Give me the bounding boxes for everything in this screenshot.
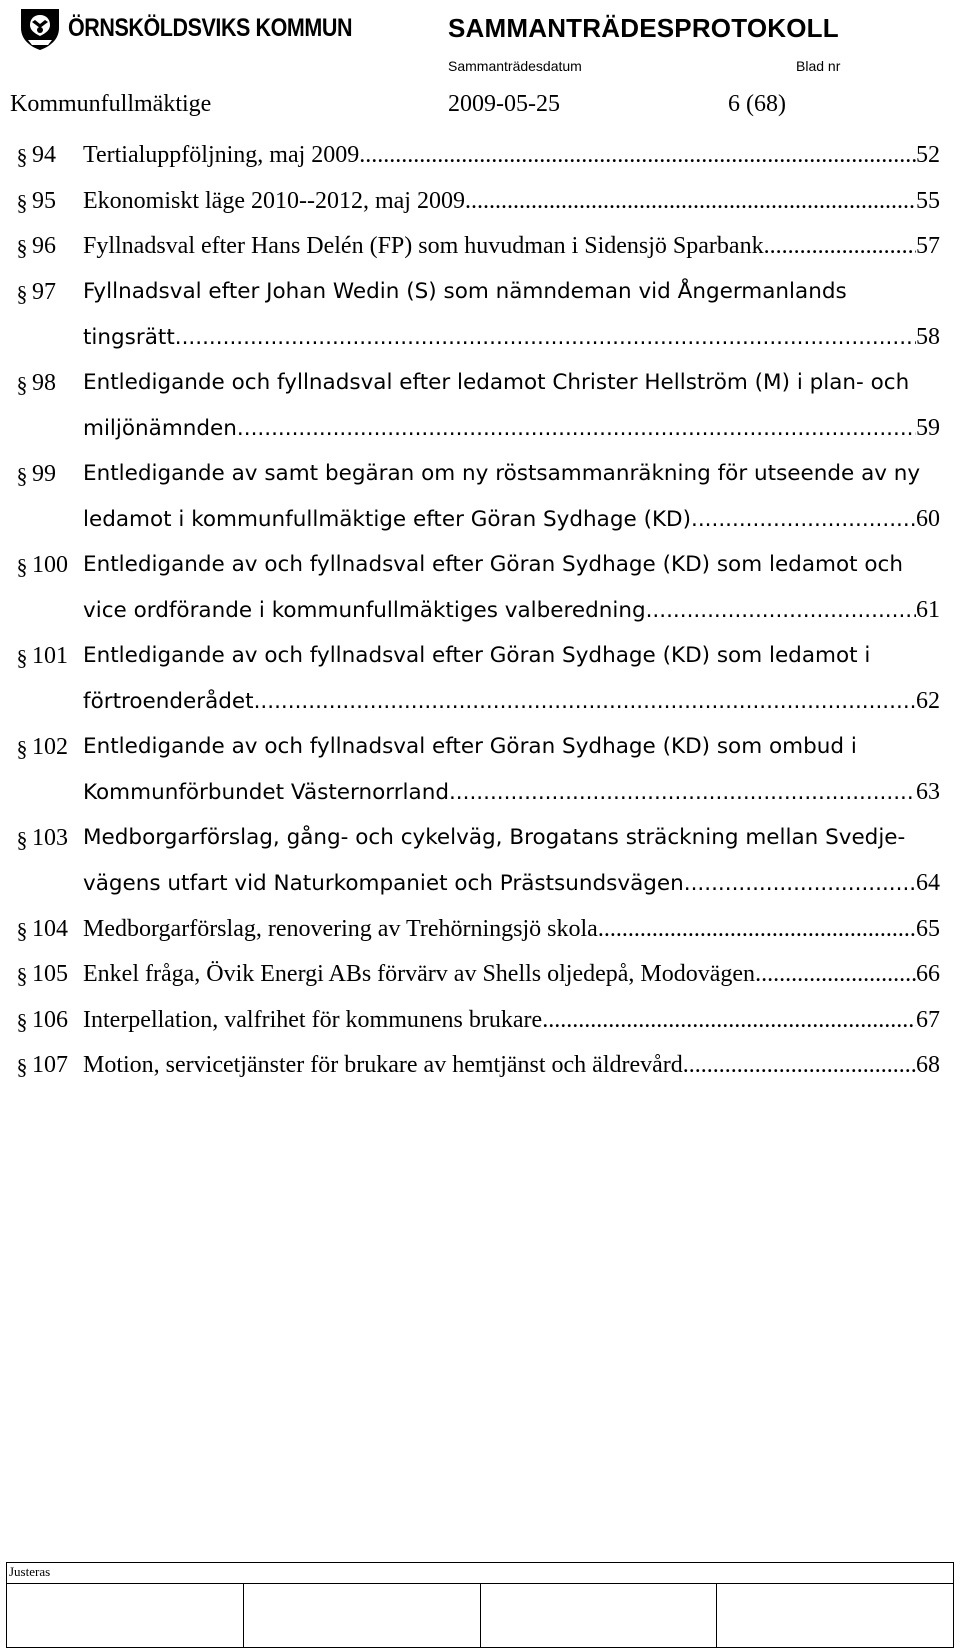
toc-entry-page: 61 bbox=[916, 597, 940, 623]
organization-name: ÖRNSKÖLDSVIKS KOMMUN bbox=[68, 14, 353, 42]
toc-entry-title: Tertialuppföljning, maj 2009 bbox=[83, 142, 360, 168]
toc-entry bbox=[0, 734, 960, 825]
toc-entry-number: 103 bbox=[32, 824, 68, 851]
toc-entry-title-line bbox=[83, 415, 940, 442]
section-symbol: § bbox=[16, 735, 28, 761]
toc-entry bbox=[0, 461, 960, 552]
meeting-date: 2009-05-25 bbox=[448, 91, 560, 117]
toc-entry bbox=[0, 188, 960, 234]
section-symbol: § bbox=[16, 553, 28, 579]
toc-entry bbox=[0, 643, 960, 734]
toc-entry-title: vägens utfart vid Naturkompaniet och Prästsundsvägen bbox=[83, 871, 684, 896]
dot-leader bbox=[254, 689, 916, 714]
toc-entry-title-line: Entledigande av och fyllnadsval efter Göran Sydhage (KD) som ledamot i bbox=[83, 642, 871, 668]
toc-entry-title-line bbox=[83, 916, 940, 943]
toc-entry-page: 58 bbox=[916, 324, 940, 350]
toc-entry-number: 98 bbox=[32, 369, 56, 396]
dot-leader bbox=[755, 961, 916, 988]
toc-entry-page: 67 bbox=[916, 1006, 940, 1033]
section-symbol: § bbox=[16, 826, 28, 852]
toc-entry-title-line bbox=[83, 961, 940, 988]
toc-entry-number: 104 bbox=[32, 915, 68, 942]
toc-entry-title: Enkel fråga, Övik Energi ABs förvärv av Shells oljedepå, Modovägen bbox=[83, 961, 756, 987]
toc-entry-title: Motion, servicetjänster för brukare av hemtjänst och äldrevård bbox=[83, 1052, 683, 1078]
toc-entry-page: 64 bbox=[916, 870, 940, 896]
signature-cell bbox=[717, 1584, 953, 1647]
toc-entry bbox=[0, 370, 960, 461]
justeras-label: Justeras bbox=[7, 1563, 953, 1584]
section-symbol: § bbox=[16, 462, 28, 488]
toc-entry bbox=[0, 825, 960, 916]
toc-entry-title: tingsrätt bbox=[83, 325, 175, 350]
toc-entry-title-line: Entledigande av och fyllnadsval efter Göran Sydhage (KD) som ledamot och bbox=[83, 551, 903, 577]
toc-entry-page: 57 bbox=[916, 233, 940, 259]
section-symbol: § bbox=[16, 235, 28, 260]
toc-entry-title-line bbox=[83, 779, 940, 806]
toc-entry-title: vice ordförande i kommunfullmäktiges valberedning bbox=[83, 598, 646, 623]
toc-entry-number: 101 bbox=[32, 642, 68, 669]
toc-entry-page: 52 bbox=[916, 142, 940, 168]
toc-entry-title-line bbox=[83, 688, 940, 715]
toc-entry-title: ledamot i kommunfullmäktige efter Göran Sydhage (KD) bbox=[83, 507, 691, 532]
toc-entry-title-line: Fyllnadsval efter Johan Wedin (S) som nämndeman vid Ångermanlands bbox=[83, 278, 847, 304]
dot-leader bbox=[449, 780, 916, 805]
toc-entry-title-line bbox=[83, 233, 940, 260]
toc-entry-page: 68 bbox=[916, 1052, 940, 1078]
page-number: 6 (68) bbox=[728, 91, 786, 117]
document-type-title: SAMMANTRÄDESPROTOKOLL bbox=[448, 13, 839, 43]
toc-entry-title-line bbox=[83, 506, 940, 533]
toc-entry bbox=[0, 1052, 960, 1098]
dot-leader bbox=[764, 233, 916, 260]
toc-entry bbox=[0, 279, 960, 370]
toc-entry-number: 97 bbox=[32, 278, 56, 305]
dot-leader bbox=[646, 598, 916, 623]
toc-entry-number: 95 bbox=[32, 187, 56, 214]
dot-leader bbox=[683, 1052, 916, 1079]
meeting-date-label: Sammanträdesdatum bbox=[448, 58, 582, 74]
toc-entry-page: 60 bbox=[916, 506, 940, 532]
toc-entry-number: 94 bbox=[32, 142, 56, 168]
signature-cell bbox=[481, 1584, 718, 1647]
toc-entry-title-line bbox=[83, 597, 940, 624]
toc-entry bbox=[0, 142, 960, 188]
toc-entry-title: Interpellation, valfrihet för kommunens brukare bbox=[83, 1006, 543, 1033]
toc-entry-title-line bbox=[83, 870, 940, 897]
toc-entry bbox=[0, 233, 960, 279]
toc-entry-title-line: Entledigande och fyllnadsval efter ledamot Christer Hellström (M) i plan- och bbox=[83, 369, 910, 395]
dot-leader bbox=[542, 1007, 916, 1034]
page-number-label: Blad nr bbox=[796, 58, 841, 74]
signature-cell bbox=[244, 1584, 481, 1647]
toc-entry-page: 55 bbox=[916, 187, 940, 214]
section-symbol: § bbox=[16, 963, 28, 988]
dot-leader bbox=[691, 507, 916, 532]
toc-entry-title-line bbox=[83, 1052, 940, 1079]
toc-entry-number: 100 bbox=[32, 551, 68, 578]
toc-entry-title-line bbox=[83, 142, 940, 169]
dot-leader bbox=[465, 188, 916, 215]
toc-entry bbox=[0, 1007, 960, 1053]
section-symbol: § bbox=[16, 644, 28, 670]
signature-cell bbox=[7, 1584, 244, 1647]
dot-leader bbox=[237, 416, 916, 441]
toc-entry-number: 96 bbox=[32, 233, 56, 259]
toc-entry-page: 59 bbox=[916, 415, 940, 441]
section-symbol: § bbox=[16, 371, 28, 397]
toc-entry-title-line: Entledigande av samt begäran om ny röstsammanräkning för utseende av ny bbox=[83, 460, 921, 486]
signature-box bbox=[6, 1562, 954, 1648]
section-symbol: § bbox=[16, 917, 28, 943]
toc-entry-number: 106 bbox=[32, 1006, 68, 1033]
dot-leader bbox=[359, 142, 916, 169]
toc-entry bbox=[0, 916, 960, 962]
coat-of-arms-icon bbox=[18, 6, 62, 52]
toc-entry-title-line: Medborgarförslag, gång- och cykelväg, Brogatans sträckning mellan Svedje- bbox=[83, 824, 906, 850]
toc-entry-page: 66 bbox=[916, 961, 940, 987]
section-symbol: § bbox=[16, 1054, 28, 1079]
toc-entry-title: Kommunförbundet Västernorrland bbox=[83, 780, 449, 805]
section-symbol: § bbox=[16, 1008, 28, 1034]
toc-entry-title-line: Entledigande av och fyllnadsval efter Göran Sydhage (KD) som ombud i bbox=[83, 733, 857, 759]
toc-entry-title: Medborgarförslag, renovering av Trehörningsjö skola bbox=[83, 915, 598, 942]
toc-entry bbox=[0, 961, 960, 1007]
signature-cells bbox=[7, 1584, 953, 1647]
dot-leader bbox=[175, 325, 916, 350]
toc-entry-number: 99 bbox=[32, 460, 56, 487]
toc-entry bbox=[0, 552, 960, 643]
toc-entry-title: Ekonomiskt läge 2010--2012, maj 2009 bbox=[83, 187, 465, 214]
dot-leader bbox=[598, 916, 916, 943]
toc-entry-title-line bbox=[83, 324, 940, 351]
section-symbol: § bbox=[16, 144, 28, 169]
toc-entry-number: 107 bbox=[32, 1052, 68, 1078]
toc-entry-title: förtroenderådet bbox=[83, 689, 254, 714]
section-symbol: § bbox=[16, 189, 28, 215]
toc-entry-page: 63 bbox=[916, 779, 940, 805]
toc-entry-title-line bbox=[83, 188, 940, 215]
toc-entry-page: 65 bbox=[916, 915, 940, 942]
toc-entry-number: 102 bbox=[32, 733, 68, 760]
toc-entry-title-line bbox=[83, 1007, 940, 1034]
toc-entry-title: miljönämnden bbox=[83, 416, 237, 441]
dot-leader bbox=[684, 871, 916, 896]
toc-entry-page: 62 bbox=[916, 688, 940, 714]
section-symbol: § bbox=[16, 280, 28, 306]
body-name: Kommunfullmäktige bbox=[10, 91, 212, 117]
toc-entry-number: 105 bbox=[32, 961, 68, 987]
toc-entry-title: Fyllnadsval efter Hans Delén (FP) som huvudman i Sidensjö Sparbank bbox=[83, 233, 764, 259]
